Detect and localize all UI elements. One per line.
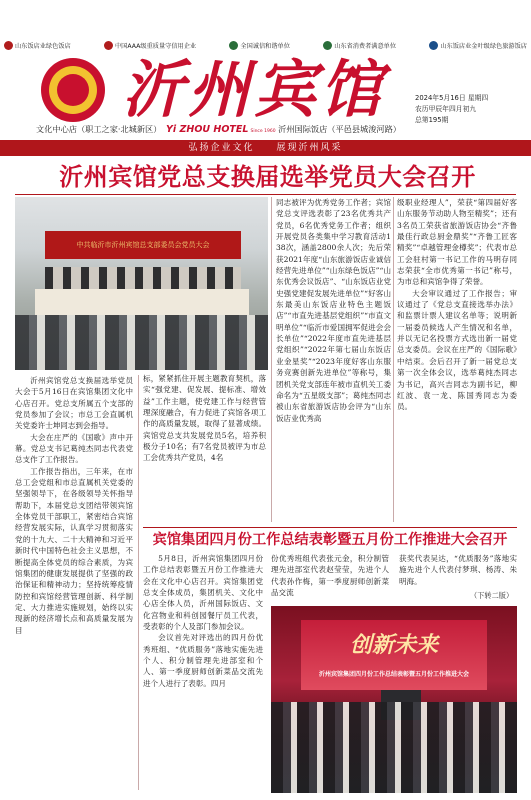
- newspaper-title: 沂州宾馆: [122, 53, 387, 126]
- honor-item: 全国诚信和谐单位: [229, 38, 290, 52]
- article-paragraph: 同志被评为优秀党务工作者；宾馆党总支评选表彰了23名优秀共产党员，6名优秀党务工作者；组织开展党员各类集中学习教育活动138次，涵盖2800余人次；先后荣获2021年度“山东旅游饭店业诚信经营先进单位”“山东绿色饭店”“山东优秀会议饭店”、“山东饭店业党史强党建促发展先进单位”“好客山东最美山东饭店业特色主题饭店”“市直先进基层党组织”“市直文明单位”“临沂市爱国拥军促进会会长单位”“2022年度市直先进基层党组织”“2022年第七届山东饭店业金星奖”“2023年度好客山东服务竞赛创新先进单位”等称号，集团机关党支部连年被市直机关工委命名为“五星级支部”；葛纯杰同志被山东省旅游饭店协会评为“山东饭店业优秀高: [276, 198, 391, 423]
- union-logo-center: [57, 74, 89, 106]
- issue-number: 总第195期: [415, 116, 449, 124]
- award-photo: [271, 606, 517, 793]
- photo-attendees: [271, 702, 517, 793]
- honor-badge-icon: [323, 41, 332, 50]
- honor-badge-icon: [229, 41, 238, 50]
- column-divider: [138, 375, 139, 790]
- since-label: Since 1960: [250, 129, 276, 134]
- column-divider: [393, 197, 394, 522]
- hotel-english-name: Yi ZHOU HOTEL: [166, 124, 249, 135]
- stage-screen-caption: 沂州宾馆集团四月份工作总结表彰暨五月份工作推进大会: [318, 671, 469, 678]
- article-column: [276, 197, 391, 522]
- article-paragraph: 沂州宾馆党总支换届选举党员大会于5月16日在宾馆集团文化中心店召开。党总支所属五个支部的党员参加了会议；市总工会直属机关党委许士坤同志到会指导。: [15, 376, 133, 431]
- meeting-banner: 中共临沂市沂州宾馆总支部委员会党员大会: [45, 231, 241, 259]
- article-column: [15, 375, 133, 790]
- photo-table: [35, 289, 249, 315]
- honor-badge-icon: [4, 41, 13, 50]
- article-paragraph: 会议首先对评选出的四月份优秀班组、“优质服务”落地实施先进个人、积分制管理先进部室和个人、第一季度厨师创新菜品交流先进个人进行了表彰。四月: [143, 633, 263, 688]
- photo-audience: [15, 315, 268, 370]
- meeting-photo: [15, 197, 268, 370]
- article-paragraph: 工作报告指出，三年来，在市总工会党组和市总直属机关党委的坚强领导下，在各级领导关怀指导帮助下，本届党总支团结带领宾馆全体党员干部职工，紧密结合宾馆经营发展实际，认真学习贯彻落实党的十九大、二十大精神和习近平新时代中国特色社会主义思想，不断提高全体党员的综合素质，为宾馆集团的健康发展提供了坚强的政治保证和精神动力；坚持统筹疫情防控和宾馆经营管理创新、科学制定、大力推进实施规划，始终以实现新的经济增长点和高质量发展为目: [15, 466, 133, 635]
- honor-item: 山东饭店业绿色饭店: [4, 38, 71, 52]
- article-column: [143, 373, 266, 521]
- honor-badge-icon: [429, 41, 438, 50]
- issue-date: 2024年5月16日 星期四: [415, 94, 489, 102]
- issue-info: [415, 93, 525, 126]
- honor-item: 山东省消费者满意单位: [323, 38, 396, 52]
- honor-item: 中国AAA级重质量守信用企业: [104, 38, 196, 52]
- honor-item: 山东饭店业金叶级绿色旅游饭店: [429, 38, 527, 52]
- slogan-bar: 弘扬企业文化 展现沂州风采: [0, 140, 531, 156]
- issue-lunar-date: 农历甲辰年四月初九: [415, 105, 477, 113]
- column-divider: [271, 197, 272, 522]
- article2-headline: 宾馆集团四月份工作总结表彰暨五月份工作推进大会召开: [152, 532, 508, 548]
- article-paragraph: 5月8日，沂州宾馆集团四月份工作总结表彰暨五月份工作推进大会在文化中心店召开。宾馆集团党总支全体成员，集团机关、文化中心店全体人员，沂州国际饭店、文化宫物业和科创园餐厅员工代表，受表彰的个人及部门参加会议。: [143, 554, 263, 632]
- article2-column: [271, 553, 389, 601]
- honors-bar: [4, 38, 527, 52]
- honor-badge-icon: [104, 41, 113, 50]
- article-paragraph: 获奖代表吴达，“优质服务”落地实施先进个人代表付梦琪、杨涛、朱明海。: [399, 554, 517, 586]
- divider: [15, 194, 516, 195]
- article-paragraph: 标，紧紧抓住开展主题教育契机，落实“强党建、促发展、提标准、增效益”工作主题，使党建工作与经营管理深度融合，有力促进了宾馆各项工作的高质量发展，取得了显著成绩。宾馆党总支共发展党员5名，培养积极分子10名；有7名党员被评为市总工会优秀共产党员，4名: [143, 374, 266, 463]
- article-headline: 沂州宾馆党总支换届选举党员大会召开: [59, 163, 476, 191]
- article-paragraph: 级职业经理人”，荣获“第四届好客山东服务节动助人物至精奖”；还有3名员工荣获省旅游饭店协会“齐鲁最佳行政总厨金鼎奖”“齐鲁工匠客精奖”“卓越管理金樽奖”；代表市总工会驻村第一书记工作的马明存同志荣获“全市优秀第一书记”称号，为市总和宾馆争得了荣誉。: [397, 198, 517, 287]
- continued-note: （下转二版）: [470, 591, 514, 600]
- article-paragraph: 大会审议通过了工作报告；审议通过了《党总支直接选举办法》和监票计票人建议名单等；说明新一届委员候选人产生情况和名单，并以无记名投票方式选出新一届党总支委员。会议在庄严的《国际歌》中结束。会后召开了新一届党总支第一次全体会议，选举葛纯杰同志为书记，高兴吉同志为副书记，柳红波、袁一龙、陈国秀同志为委员。: [397, 288, 517, 412]
- masthead-subline: 文化中心店（职工之家·北城新区） Yi ZHOU HOTEL Since 1960 沂州国际饭店（平邑县城浚河路）: [36, 124, 401, 135]
- article-column: [397, 197, 517, 522]
- stage-screen-title: 创新未来: [349, 632, 438, 658]
- stage-screen: [301, 620, 487, 690]
- article-paragraph: 大会在庄严的《国歌》声中开幕。党总支书记葛纯杰同志代表党总支作了工作报告。: [15, 432, 133, 465]
- article-paragraph: 份优秀班组代表张元金，积分制管理先进部室代表赵莹莹，先进个人代表孙作梅，第一季度厨师创新菜品交流: [271, 554, 389, 598]
- article2-column: [143, 553, 263, 793]
- photo-rostrum: [45, 267, 241, 289]
